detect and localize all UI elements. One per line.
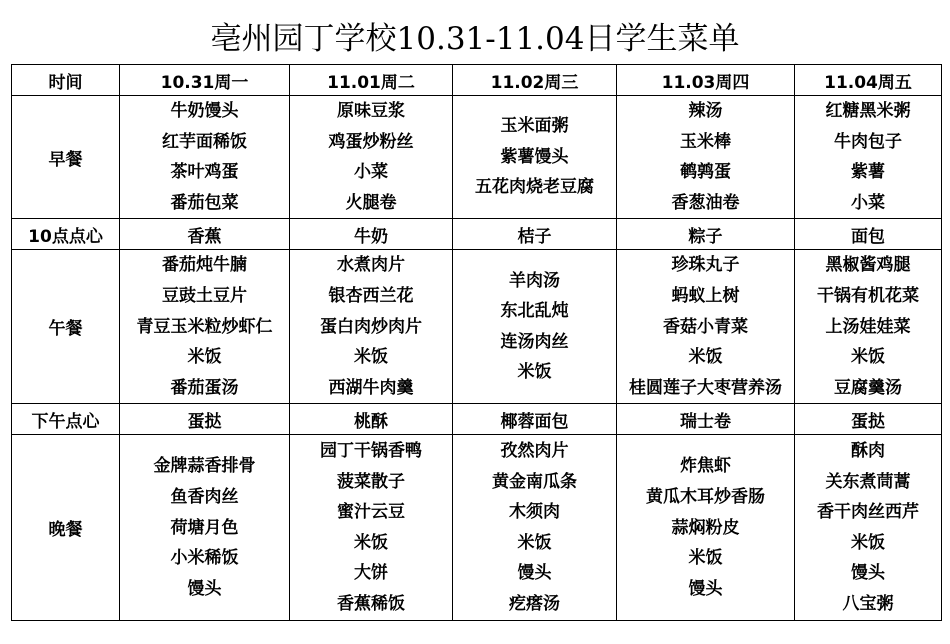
dish-item: 大饼: [354, 563, 388, 584]
dish-item: 紫薯馒头: [500, 146, 569, 167]
dish-item: 番茄包菜: [170, 192, 239, 213]
dish-item: 红糖黑米粥: [825, 101, 911, 121]
dish-item: 荷塘月色: [170, 517, 239, 538]
afternoon-snack-day-5: 蛋挞: [795, 404, 942, 435]
dish-item: 香葱油卷: [671, 192, 740, 213]
afternoon-snack-day-4: 瑞士卷: [617, 404, 795, 435]
dish-item: 紫薯: [851, 162, 885, 183]
dish-item: 干锅有机花菜: [817, 285, 919, 306]
header-row: [12, 65, 942, 96]
dish-item: 馒头: [187, 578, 222, 599]
header-day-4: 11.03周四: [617, 65, 795, 96]
dish-item: 金牌蒜香排骨: [153, 456, 256, 477]
dish-item: 米饭: [517, 362, 552, 383]
breakfast-day-4: [617, 96, 795, 219]
dish-item: 蜜汁云豆: [337, 502, 405, 523]
dish-item: 香菇小青菜: [663, 316, 748, 337]
dish-item: 豆豉土豆片: [162, 285, 247, 306]
meal-label-dinner: 晚餐: [12, 435, 120, 621]
breakfast-day-2: [290, 96, 453, 219]
dish-item: 馒头: [688, 578, 723, 599]
dish-item: 珍珠丸子: [671, 255, 740, 276]
dish-item: 木须肉: [509, 502, 560, 523]
lunch-day-3: [453, 250, 617, 404]
dish-item: 原味豆浆: [337, 101, 405, 121]
dish-item: 玉米棒: [680, 131, 731, 152]
dish-item: 茶叶鸡蛋: [170, 162, 239, 183]
dish-item: 蚂蚁上树: [671, 285, 740, 306]
afternoon-snack-day-2: 桃酥: [290, 404, 453, 435]
afternoon-snack-row: [12, 404, 942, 435]
dish-item: 酥肉: [851, 441, 885, 462]
dish-item: 羊肉汤: [509, 270, 560, 291]
dinner-day-1: [120, 435, 290, 621]
dish-item: 黑椒酱鸡腿: [825, 255, 911, 276]
dish-item: 炸焦虾: [680, 456, 731, 477]
dish-item: 辣汤: [688, 101, 723, 121]
dish-item: 孜然肉片: [500, 441, 569, 462]
dish-item: 米饭: [688, 548, 723, 569]
dinner-day-3: [453, 435, 617, 621]
dish-item: 香干肉丝西芹: [817, 502, 919, 523]
morning-snack-day-3: 桔子: [453, 219, 617, 250]
dish-item: 红芋面稀饭: [162, 131, 247, 152]
dish-item: 桂圆莲子大枣营养汤: [629, 377, 782, 398]
dish-item: 小菜: [851, 192, 885, 213]
breakfast-day-1: [120, 96, 290, 219]
breakfast-day-3: [453, 96, 617, 219]
lunch-day-5: [795, 250, 942, 404]
lunch-row: [12, 250, 942, 404]
dish-item: 园丁干锅香鸭: [320, 441, 422, 462]
morning-snack-day-2: 牛奶: [290, 219, 453, 250]
dish-item: 香蕉稀饭: [337, 594, 405, 615]
dinner-row: [12, 435, 942, 621]
header-day-1: 10.31周一: [120, 65, 290, 96]
dish-item: 连汤肉丝: [500, 331, 569, 352]
dish-item: 蛋白肉炒肉片: [320, 316, 422, 337]
dish-item: 西湖牛肉羹: [328, 377, 414, 398]
dish-item: 鹌鹑蛋: [680, 162, 731, 183]
dinner-day-2: [290, 435, 453, 621]
dish-item: 豆腐羹汤: [834, 377, 902, 398]
dish-item: 鱼香肉丝: [170, 486, 239, 507]
dish-item: 黄瓜木耳炒香肠: [646, 486, 765, 507]
morning-snack-day-1: 香蕉: [120, 219, 290, 250]
dish-item: 馒头: [517, 563, 552, 584]
dish-item: 米饭: [851, 532, 885, 553]
dish-item: 米饭: [688, 347, 723, 368]
dish-item: 牛奶馒头: [170, 101, 239, 121]
dish-item: 关东煮茼蒿: [825, 471, 911, 492]
lunch-day-1: [120, 250, 290, 404]
dish-item: 八宝粥: [842, 594, 894, 615]
dish-item: 疙瘩汤: [509, 594, 560, 615]
dish-item: 水煮肉片: [337, 255, 405, 276]
dish-item: 火腿卷: [345, 192, 397, 213]
meal-label-afternoon-snack: 下午点心: [12, 404, 120, 435]
dish-item: 鸡蛋炒粉丝: [328, 131, 414, 152]
dish-item: 黄金南瓜条: [492, 471, 577, 492]
meal-label-lunch: 午餐: [12, 250, 120, 404]
dish-item: 蒜焖粉皮: [671, 517, 740, 538]
lunch-day-4: [617, 250, 795, 404]
header-time: 时间: [12, 65, 120, 96]
header-day-3: 11.02周三: [453, 65, 617, 96]
dish-item: 小米稀饭: [170, 548, 239, 569]
lunch-day-2: [290, 250, 453, 404]
header-day-2: 11.01周二: [290, 65, 453, 96]
dish-item: 米饭: [187, 347, 222, 368]
dish-item: 上汤娃娃菜: [825, 316, 911, 337]
dish-item: 玉米面粥: [500, 116, 569, 137]
afternoon-snack-day-3: 椰蓉面包: [453, 404, 617, 435]
morning-snack-day-4: 粽子: [617, 219, 795, 250]
dish-item: 米饭: [354, 347, 388, 368]
dish-item: 番茄炖牛腩: [162, 255, 247, 276]
breakfast-row: [12, 96, 942, 219]
menu-table: [11, 64, 942, 621]
page-title: 亳州园丁学校10.31-11.04日学生菜单: [210, 21, 740, 57]
morning-snack-day-5: 面包: [795, 219, 942, 250]
breakfast-day-5: [795, 96, 942, 219]
dish-item: 五花肉烧老豆腐: [475, 177, 594, 198]
dish-item: 馒头: [851, 563, 885, 584]
dish-item: 米饭: [851, 347, 885, 368]
dish-item: 米饭: [517, 532, 552, 553]
dish-item: 东北乱炖: [500, 301, 569, 322]
dish-item: 米饭: [354, 532, 388, 553]
dish-item: 菠菜散子: [337, 471, 405, 492]
dinner-day-5: [795, 435, 942, 621]
header-day-5: 11.04周五: [795, 65, 942, 96]
dinner-day-4: [617, 435, 795, 621]
morning-snack-row: [12, 219, 942, 250]
afternoon-snack-day-1: 蛋挞: [120, 404, 290, 435]
dish-item: 番茄蛋汤: [170, 377, 239, 398]
meal-label-morning-snack: 10点点心: [12, 219, 120, 250]
dish-item: 银杏西兰花: [328, 285, 414, 306]
dish-item: 青豆玉米粒炒虾仁: [136, 316, 273, 337]
meal-label-breakfast: 早餐: [12, 96, 120, 219]
dish-item: 牛肉包子: [834, 131, 902, 152]
dish-item: 小菜: [354, 162, 388, 183]
